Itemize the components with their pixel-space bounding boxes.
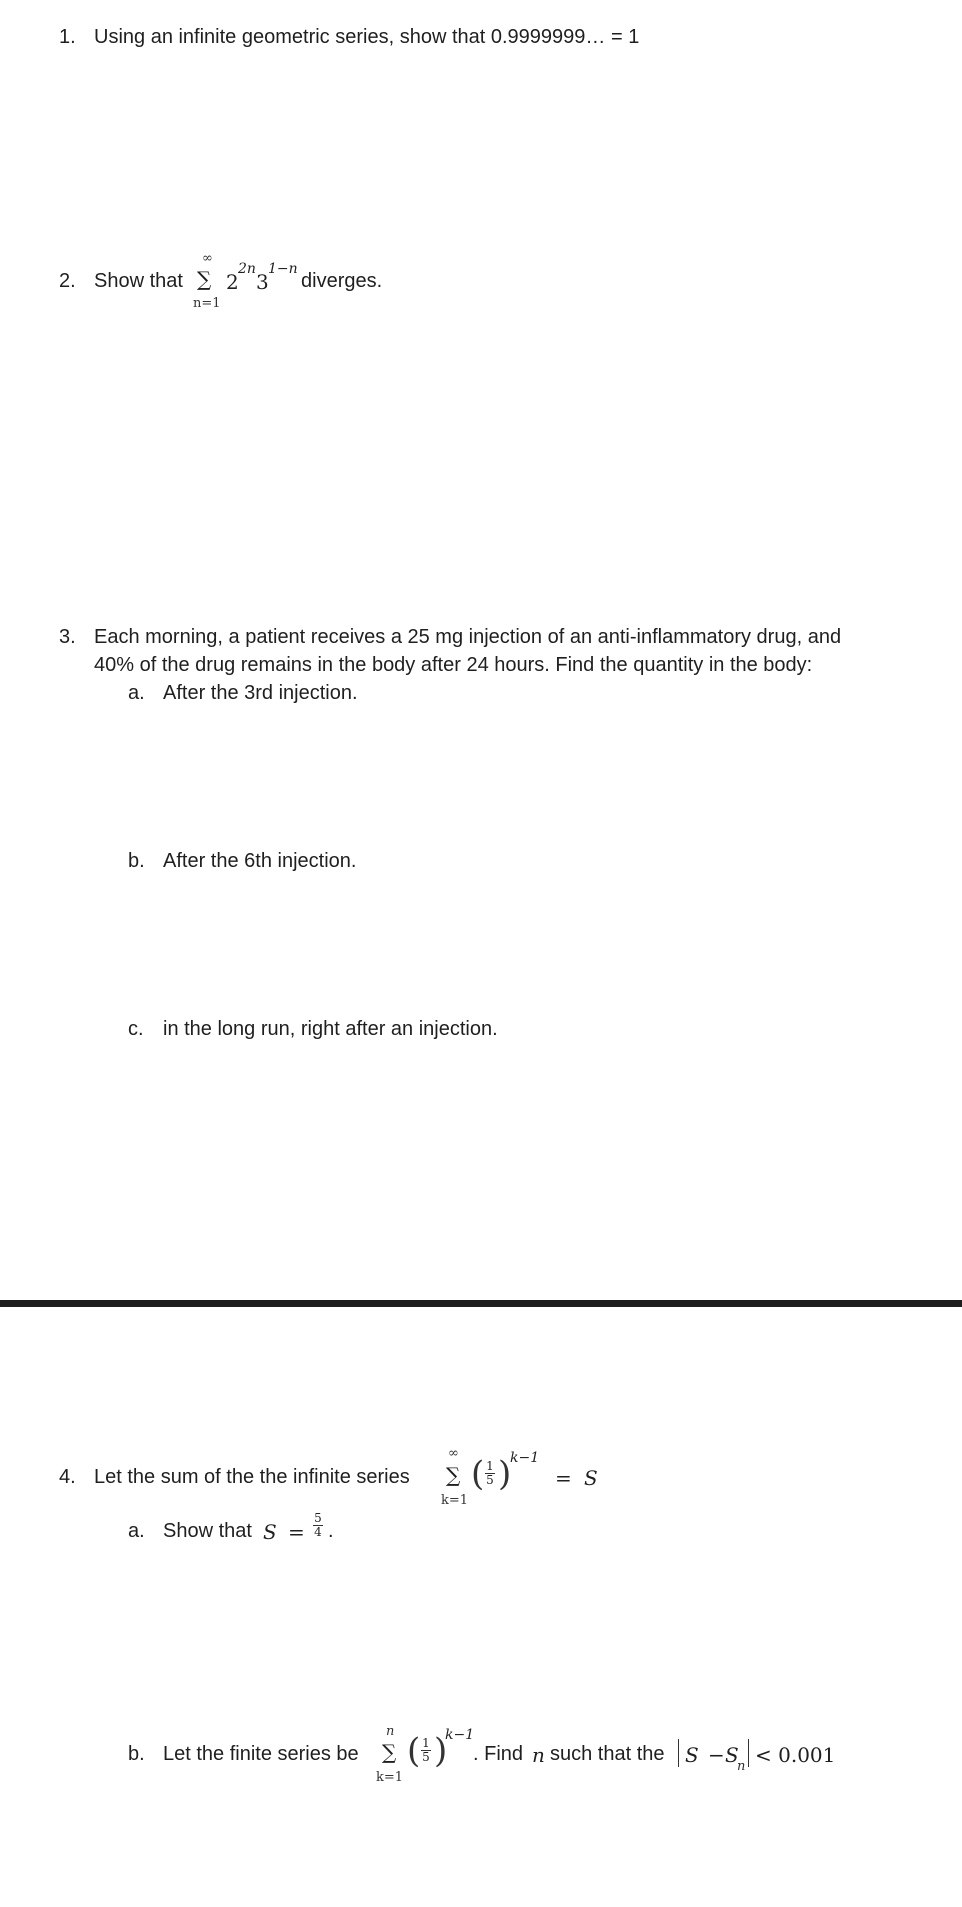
q4-right-paren: )	[498, 1454, 512, 1494]
q4-frac-den: 5	[486, 1473, 494, 1487]
q3a-text: After the 3rd injection.	[163, 682, 358, 704]
q3b-letter: b.	[128, 850, 145, 872]
q4b-find: . Find	[473, 1743, 524, 1765]
q4b-frac-num: 1	[422, 1736, 430, 1750]
q4b-letter: b.	[128, 1743, 145, 1765]
q4-frac-num: 1	[486, 1459, 494, 1473]
q4a-equals: =	[288, 1520, 305, 1544]
q2-suffix: diverges.	[301, 270, 383, 292]
q4b-prefix: Let the finite series be	[163, 1743, 359, 1765]
q2-sum-upper: ∞	[202, 251, 213, 266]
q4-prefix: Let the sum of the the infinite series	[94, 1466, 410, 1488]
q2-base-3: 3	[256, 270, 269, 294]
q3b-text: After the 6th injection.	[163, 850, 357, 872]
q4-sum-lower: k=1	[441, 1493, 469, 1508]
q3c-letter: c.	[128, 1018, 144, 1040]
q4-equals: =	[555, 1466, 572, 1490]
q4b-abs-left	[678, 1739, 679, 1767]
q3a-letter: a.	[128, 682, 145, 704]
q4b-n: n	[532, 1743, 545, 1767]
q4b-sum-lower: k=1	[376, 1770, 404, 1785]
q4b-left-paren: (	[407, 1731, 421, 1771]
q4b-subscript-n: n	[737, 1759, 746, 1774]
q3-line-2: 40% of the drug remains in the body after 24 hours. Find the quantity in the body:	[94, 654, 813, 676]
q3-number: 3.	[59, 626, 76, 648]
q3-line-1: Each morning, a patient receives a 25 mg injection of an anti-inflammatory drug, and	[94, 626, 842, 648]
q4a-prefix: Show that	[163, 1520, 252, 1542]
q4a-frac-den: 4	[314, 1525, 322, 1539]
q4b-abs-right	[748, 1739, 749, 1767]
q4b-fraction	[421, 1737, 431, 1764]
q2-sum-lower: n=1	[193, 296, 221, 311]
q2-exp-1-minus-n: 1−n	[268, 261, 298, 277]
q2-exp-2n: 2n	[238, 261, 256, 277]
q4b-less-than: < 0.001	[755, 1743, 836, 1767]
q2-sigma: ∑	[197, 267, 212, 291]
q4a-fraction	[313, 1512, 323, 1539]
q3c-text: in the long run, right after an injection.	[163, 1018, 498, 1040]
q2-base-2: 2	[226, 270, 239, 294]
q4b-S: S	[685, 1743, 699, 1767]
q4a-frac-num: 5	[314, 1511, 322, 1525]
q4b-Sn: S	[725, 1743, 739, 1767]
q4b-sigma: ∑	[382, 1740, 397, 1764]
q4a-letter: a.	[128, 1520, 145, 1542]
q4a-period: .	[328, 1520, 334, 1542]
q4b-exp: k−1	[445, 1727, 475, 1743]
q4-sigma: ∑	[446, 1463, 461, 1487]
q4b-right-paren: )	[434, 1731, 448, 1771]
q2-prefix: Show that	[94, 270, 183, 292]
q1-number: 1.	[59, 26, 76, 48]
q4-S: S	[584, 1466, 598, 1490]
q4-fraction	[485, 1460, 495, 1487]
q1-text: Using an infinite geometric series, show that 0.9999999… = 1	[94, 26, 640, 48]
q4b-such-that: such that the	[550, 1743, 665, 1765]
q4b-sum-upper: n	[386, 1724, 395, 1739]
section-divider	[0, 1300, 962, 1307]
q4-left-paren: (	[471, 1454, 485, 1494]
q4-sum-upper: ∞	[448, 1446, 459, 1461]
q4a-S: S	[263, 1520, 277, 1544]
q4-exp: k−1	[510, 1450, 540, 1466]
q4-number: 4.	[59, 1466, 76, 1488]
q4b-minus: −	[708, 1743, 725, 1767]
q4b-frac-den: 5	[422, 1750, 430, 1764]
q2-number: 2.	[59, 270, 76, 292]
